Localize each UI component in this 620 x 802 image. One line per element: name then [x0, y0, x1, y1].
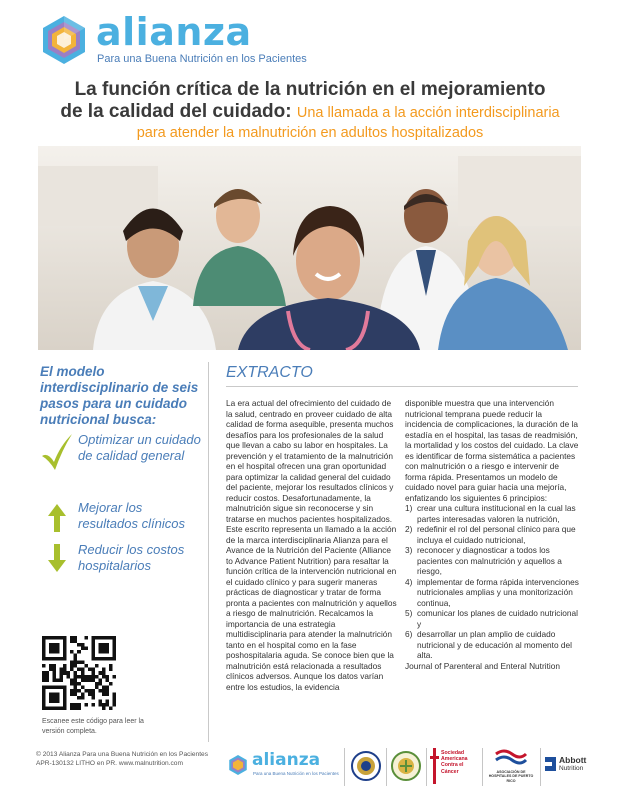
abbott-logo	[544, 744, 590, 788]
goal-text: Optimizar un cuidado de calidad general	[78, 432, 201, 463]
extract-column-right	[405, 398, 581, 671]
alianza-footer-logo	[228, 744, 338, 788]
brand-tagline: Para una Buena Nutrición en los Pacientes	[97, 53, 307, 65]
list-item: 5) comunicar los planes de cuidado nutricional y	[405, 608, 578, 629]
qr-code[interactable]	[42, 636, 116, 710]
cancer-society-logo	[430, 744, 478, 788]
healthcare-team-photo	[38, 146, 581, 350]
logo-divider	[482, 748, 483, 786]
logo-divider	[344, 748, 345, 786]
abbott-unit: Nutrition	[559, 765, 584, 772]
alianza-logo-icon	[40, 14, 88, 66]
source-citation: Journal of Parenteral and Enteral Nutrition	[405, 660, 560, 671]
extract-column-left	[226, 398, 398, 692]
arrow-up-icon	[40, 500, 74, 540]
title-subtitle: Una llamada a la acción interdisciplinaria	[296, 105, 560, 121]
abbott-name: Abbott	[559, 755, 587, 765]
list-item: 1) crear una cultura institucional en la cual las partes interesadas valoren la nutrición,	[405, 503, 576, 524]
model-lead-text: El modelo interdisciplinario de seis pasos para un cuidado nutricional busca:	[40, 364, 199, 427]
alianza-logo-icon	[228, 754, 248, 776]
title-line-2	[0, 101, 620, 124]
hospital-association-logo	[486, 744, 536, 788]
goal-item-outcomes	[40, 500, 210, 534]
principles-list	[405, 503, 581, 661]
title-line-2-bold: de la calidad del cuidado:	[60, 101, 292, 122]
alianza-footer-name: alianza	[252, 750, 321, 770]
list-item: 4) implementar de forma rápida intervenciones nutricionales amplias y una monitorización continua,	[405, 576, 579, 608]
checkmark-icon	[40, 432, 74, 472]
page-title	[0, 78, 620, 142]
logo-divider	[426, 748, 427, 786]
abbott-mark-icon	[544, 756, 557, 772]
extract-body-left: La era actual del ofrecimiento del cuidado de la salud, centrado en proveer cuidado de alta calidad de forma asequible, presenta muchos desafíos para los profesionales de la salud que llevan a cabo su labor en hospitales. La prevención y el tratamiento de la malnutrición en el hospital ofrecen una gran oportunidad para optimizar la calidad general del cuidado del paciente, mejorar los resultados clínicos y reducir costos. Desafortunadamente, la malnutrición sigue sin reconocerse y sin tratarse en muchos pacientes hospitalizados. Este escrito representa un llamado a la acción de la marca interdisciplinaria Alianza para el Avance de la Nutrición del Paciente (Alliance to Advance Patient Nutrition) para resaltar la función crítica de la intervención nutricional en el cuidado clínico y para sugerir maneras prácticas de diagnosticar y tratar de forma pronta a pacientes con malnutrición y aquellos a riesgo de malnutrición. Recalcamos la importancia de una estrategia multidisciplinaria para atender la malnutrición tanto en el hospital como en la fase poshospitalaria aguda. Se conoce bien que la malnutrición está relacionada a resultados clínicos adversos. Aunque los datos varían entre los estudios, la evidencia	[226, 398, 397, 692]
partner-logos	[228, 744, 588, 794]
copyright-notice: © 2013 Alianza Para una Buena Nutrición en los Pacientes APR-130132 LITHO en PR. www.malnutrition.com	[36, 751, 209, 767]
goal-item-quality	[40, 432, 210, 488]
list-item: 3) reconocer y diagnosticar a todos los pacientes con malnutrición y aquellos a riesgo,	[405, 545, 562, 576]
flag-icon	[494, 746, 528, 768]
qr-caption: Escanee este código para leer la versión completa.	[42, 718, 144, 735]
extract-heading: EXTRACTO	[226, 364, 578, 387]
seal-logo-icon	[350, 744, 382, 788]
cancer-society-name: Sociedad Americana Contra el Cáncer	[441, 750, 468, 775]
seal-logo-icon	[390, 744, 422, 788]
hospital-association-name: ASOCIACIÓN DE HOSPITALES DE PUERTO RICO	[488, 770, 534, 783]
column-divider	[208, 362, 209, 742]
arrow-down-icon	[40, 542, 74, 582]
title-line-1: La función crítica de la nutrición en el mejoramiento	[74, 79, 546, 100]
list-item: 6) desarrollar un plan amplio de cuidado nutricional y de educación al momento del alta.	[405, 629, 572, 660]
goal-text: Mejorar los resultados clínicos	[78, 500, 185, 531]
brand-name: alianza	[96, 10, 252, 54]
logo-divider	[386, 748, 387, 786]
alianza-footer-tagline: Para una Buena Nutrición en los Pacientes	[253, 771, 339, 776]
title-subtitle-line-2: para atender la malnutrición en adultos hospitalizados	[136, 125, 484, 141]
extract-body-right: disponible muestra que una intervención nutricional temprana puede reducir la incidencia de complicaciones, la duración de la estadía en el hospital, las tasas de readmisión, la mortalidad y los costos del cuidado. La clave es identificar de forma sistemática a pacientes con malnutrición o a riesgo e intervenir de forma rápida. Presentamos un modelo de cuidado novel para guiar hacia una mejoría, enfatizando los siguientes 6 principios:	[405, 398, 579, 503]
sword-icon	[430, 748, 439, 784]
goal-text: Reducir los costos hospitalarios	[78, 542, 185, 573]
list-item: 2) redefinir el rol del personal clínico para que incluya el cuidado nutricional,	[405, 524, 576, 545]
logo-divider	[540, 748, 541, 786]
goal-item-costs	[40, 542, 210, 576]
